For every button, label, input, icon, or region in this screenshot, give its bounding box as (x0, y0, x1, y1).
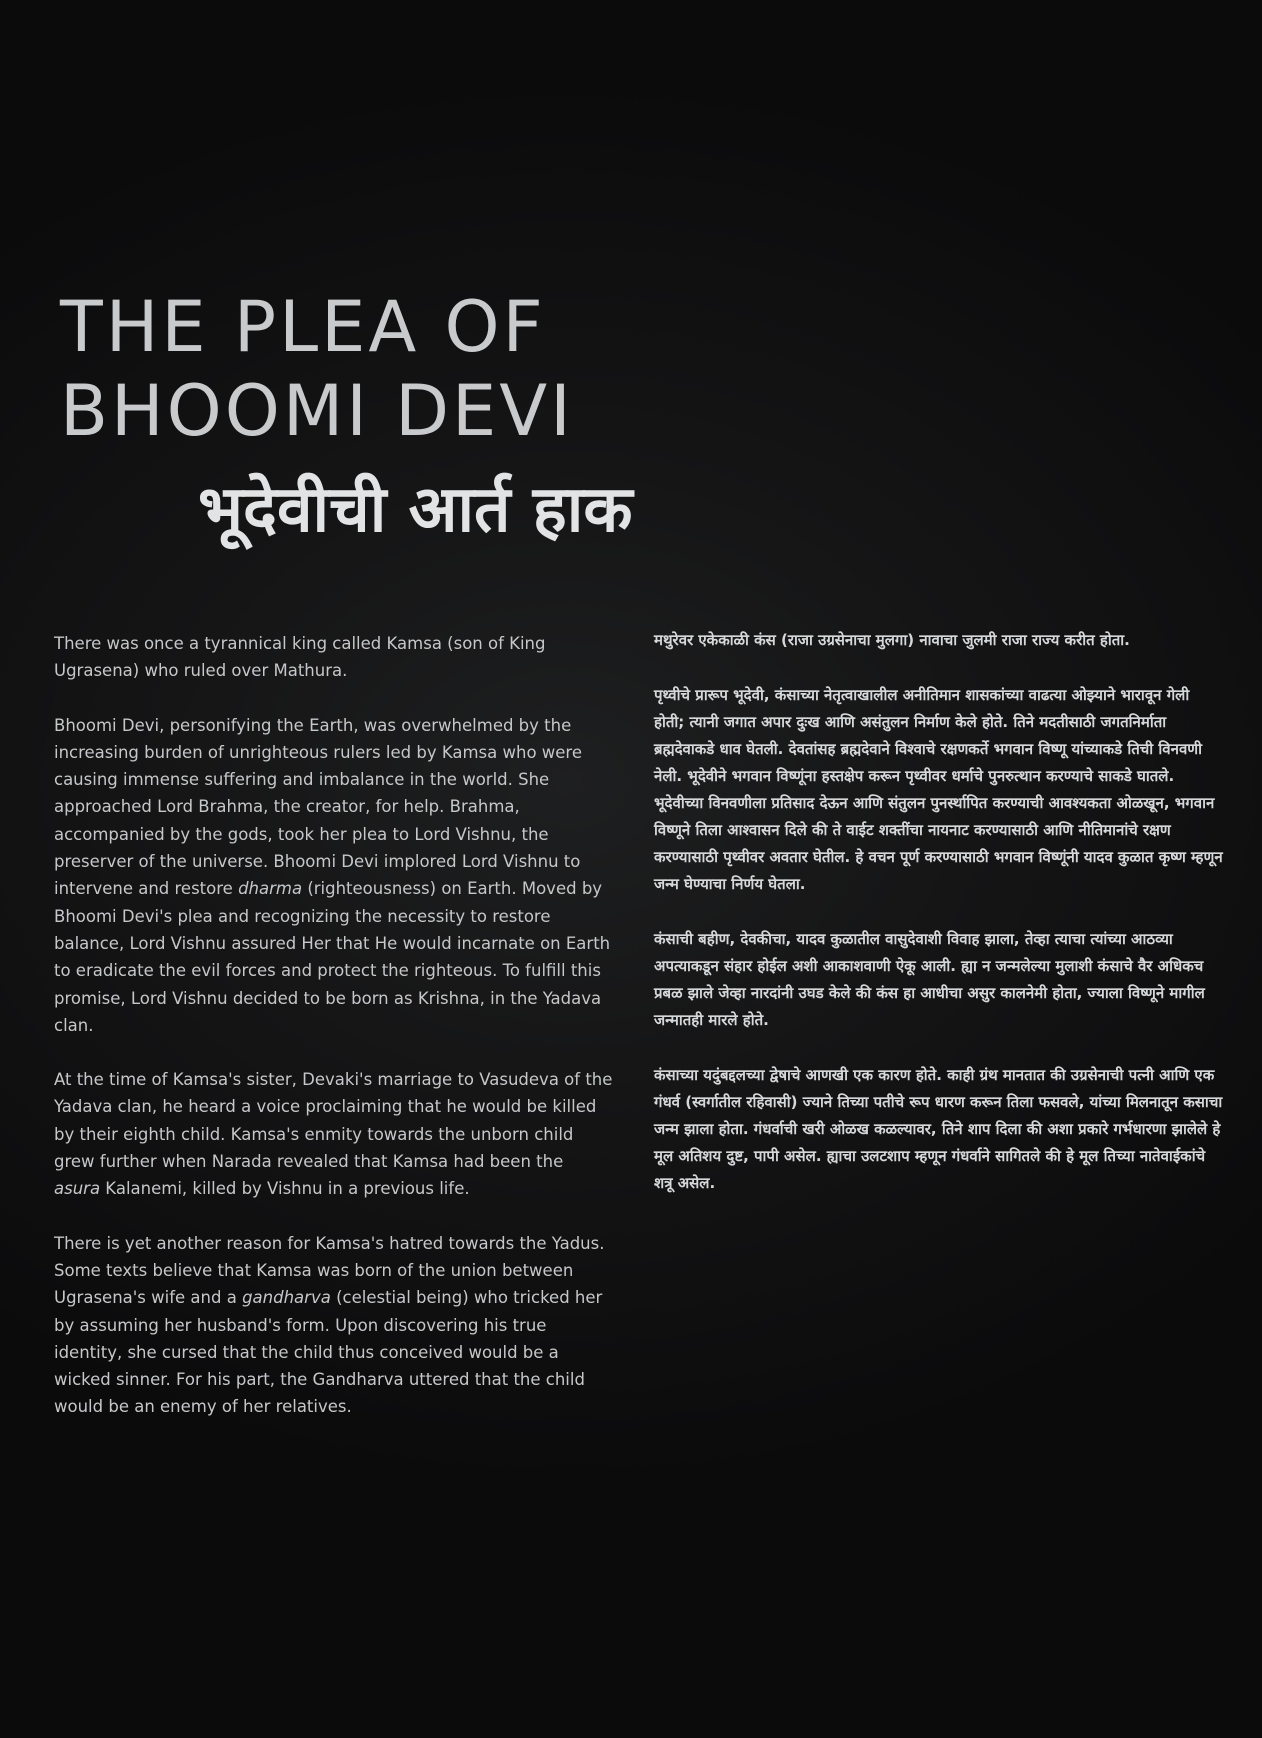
marathi-paragraph-3: कंसाची बहीण, देवकीचा, यादव कुळातील वासुदेवाशी विवाह झाला, तेव्हा त्याचा त्यांच्या आठव्या अपत्याकडून संहार होईल अशी आकाशवाणी ऐकू आली. ह्या न जन्मलेल्या मुलाशी कंसाचे वैर अधिकच प्रबळ झाले जेव्हा नारदांनी उघड केले की कंस हा आधीचा असुर कालनेमी होता, ज्याला विष्णूने मागील जन्मातही मारले होते. (654, 930, 1205, 1029)
english-title (60, 285, 574, 453)
marathi-paragraph-1: मथुरेवर एकेकाळी कंस (राजा उग्रसेनाचा मुलगा) नावाचा जुलमी राजा राज्य करीत होता. (654, 631, 1130, 649)
english-paragraph-4-text-a: There is yet another reason for Kamsa's hatred towards the Yadus. Some texts believe that Kamsa was born of the union between Ugrasena's wife and a (54, 1233, 605, 1308)
marathi-paragraph-2: पृथ्वीचे प्रारूप भूदेवी, कंसाच्या नेतृत्वाखालील अनीतिमान शासकांच्या वाढत्या ओझ्याने भारावून गेली होती; त्यानी जगात अपार दुःख आणि असंतुलन निर्माण केले होते. तिने मदतीसाठी जगतनिर्माता ब्रह्मदेवाकडे धाव घेतली. देवतांसह ब्रह्मदेवाने विश्वाचे रक्षणकर्ते भगवान विष्णू यांच्याकडे तिची विनवणी नेली. भूदेवीने भगवान विष्णूंना हस्तक्षेप करून पृथ्वीवर धर्माचे पुनरुत्थान करण्याचे साकडे घातले. भूदेवीच्या विनवणीला प्रतिसाद देऊन आणि संतुलन पुनर्स्थापित करण्याची आवश्यकता ओळखून, भगवान विष्णूने तिला आश्वासन दिले की ते वाईट शक्तींचा नायनाट करण्यासाठी आणि नीतिमानांचे रक्षण करण्यासाठी पृथ्वीवर अवतार घेतील. हे वचन पूर्ण करण्यासाठी भगवान विष्णूंनी यादव कुळात कृष्ण म्हणून जन्म घेण्याचा निर्णय घेतला. (654, 686, 1223, 893)
english-paragraph-2 (54, 712, 614, 1040)
english-paragraph-3-text-b: Kalanemi, killed by Vishnu in a previous life. (100, 1179, 470, 1199)
english-paragraph-3-text-a: At the time of Kamsa's sister, Devaki's marriage to Vasudeva of the Yadava clan, he heard a voice proclaiming that he would be killed by their eighth child. Kamsa's enmity towards the unborn child grew further when Narada revealed that Kamsa had been the (54, 1070, 613, 1172)
english-paragraph-3 (54, 1066, 614, 1202)
marathi-paragraph-4: कंसाच्या यदुंबद्दलच्या द्वेषाचे आणखी एक कारण होते. काही ग्रंथ मानतात की उग्रसेनाची पत्नी आणि एक गंधर्व (स्वर्गातील रहिवासी) ज्याने तिच्या पतीचे रूप धारण करून तिला फसवले, यांच्या मिलनातून कसाचा जन्म झाला होता. गंधर्वाची खरी ओळख कळल्यावर, तिने शाप दिला की अशा प्रकारे गर्भधारणा झालेले हे मूल अतिशय दुष्ट, पापी असेल. ह्याचा उलटशाप म्हणून गंधर्वाने सागितले की हे मूल तिच्या नातेवाईकांचे शत्रू असेल. (654, 1066, 1223, 1192)
english-paragraph-2-text-b: (righteousness) on Earth. Moved by Bhoomi Devi's plea and recognizing the necessity to restore balance, Lord Vishnu assured Her that He would incarnate on Earth to eradicate the evil forces and protect the righteous. To fulfill this promise, Lord Vishnu decided to be born as Krishna, in the Yadava clan. (54, 879, 611, 1035)
gandharva-term: gandharva (242, 1288, 331, 1308)
english-paragraph-1: There was once a tyrannical king called Kamsa (son of King Ugrasena) who ruled over Mathura. (54, 634, 546, 681)
english-text-column (54, 630, 614, 1448)
english-paragraph-2-text-a: Bhoomi Devi, personifying the Earth, was overwhelmed by the increasing burden of unrighteous rulers led by Kamsa who were causing immense suffering and imbalance in the world. She approached Lord Brahma, the creator, for help. Brahma, accompanied by the gods, took her plea to Lord Vishnu, the preserver of the universe. Bhoomi Devi implored Lord Vishnu to intervene and restore (54, 715, 582, 899)
english-title-line-2: BHOOMI DEVI (60, 370, 574, 452)
marathi-text-column (654, 627, 1224, 1225)
english-paragraph-4-text-b: (celestial being) who tricked her by assuming her husband's form. Upon discovering his true identity, she cursed that the child thus conceived would be a wicked sinner. For his part, the Gandharva uttered that the child would be an enemy of her relatives. (54, 1288, 603, 1417)
marathi-title: भूदेवीची आर्त हाक (198, 473, 633, 547)
english-title-line-1: THE PLEA OF (60, 286, 546, 368)
asura-term: asura (54, 1179, 101, 1199)
english-paragraph-4 (54, 1230, 614, 1421)
dharma-term: dharma (238, 879, 303, 899)
